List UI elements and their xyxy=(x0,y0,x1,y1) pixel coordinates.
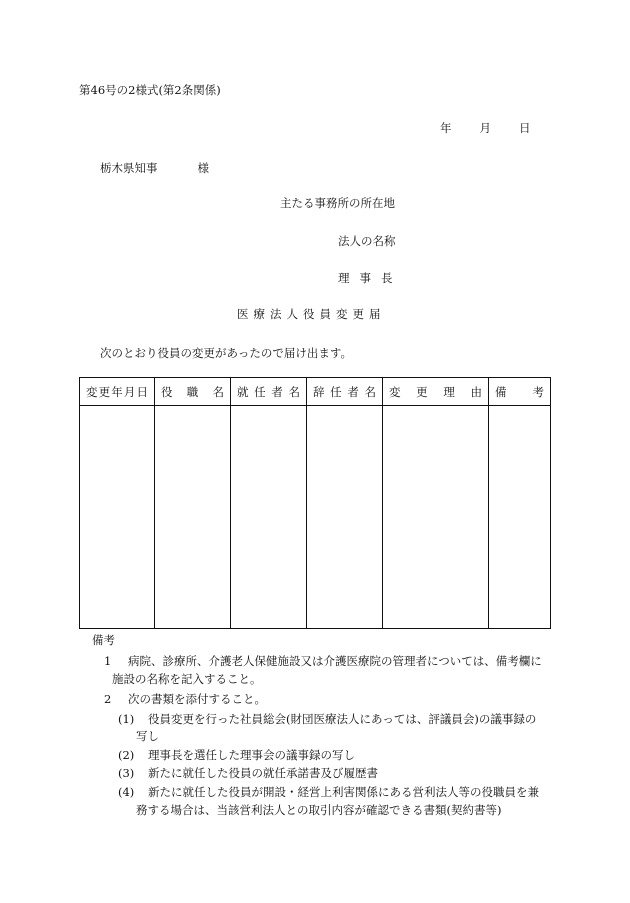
applicant-address-label: 主たる事務所の所在地 xyxy=(280,196,395,210)
date-line xyxy=(440,120,531,136)
addressee xyxy=(100,160,209,176)
notes-heading: 備考 xyxy=(92,633,115,647)
header-char: 更 xyxy=(98,384,111,399)
header-position xyxy=(155,378,231,406)
sub-number: (4) xyxy=(118,785,135,799)
header-char: 理 xyxy=(443,384,455,399)
header-resignee xyxy=(307,378,383,406)
sub-text: 役員変更を行った社員総会(財団医療法人にあっては、評議員会)の議事録の xyxy=(148,712,537,726)
note-text: 病院、診療所、介護老人保健施設又は介護医療院の管理者については、備考欄に xyxy=(128,654,542,668)
header-char: 任 xyxy=(254,384,266,399)
cell-position[interactable] xyxy=(155,406,231,629)
header-char: 名 xyxy=(212,384,224,399)
note-item-1 xyxy=(104,653,542,669)
header-char: 考 xyxy=(532,384,544,399)
header-char: 日 xyxy=(136,384,148,399)
applicant-chair-label: 理事長 xyxy=(338,271,403,285)
document-title: 医療法人役員変更届 xyxy=(237,307,386,321)
cell-appointee[interactable] xyxy=(231,406,307,629)
note-number: 2 xyxy=(104,692,112,706)
cell-remarks[interactable] xyxy=(489,406,551,629)
header-char: 月 xyxy=(123,384,136,399)
cell-reason[interactable] xyxy=(383,406,489,629)
sub-item-2 xyxy=(118,747,355,763)
header-char: 者 xyxy=(347,384,359,399)
sub-item-1-continued: 写し xyxy=(136,729,159,743)
note-item-1-continued: 施設の名称を記入すること。 xyxy=(112,672,262,686)
change-table xyxy=(79,377,551,629)
header-char: 役 xyxy=(161,384,173,399)
header-char: 職 xyxy=(186,384,199,399)
sub-item-3 xyxy=(118,765,378,781)
sub-number: (2) xyxy=(118,748,135,762)
table-row xyxy=(80,406,551,629)
header-remarks xyxy=(489,378,551,406)
sub-text: 新たに就任した役員の就任承諾書及び履歴書 xyxy=(148,766,378,780)
header-char: 年 xyxy=(111,384,123,399)
form-number: 第46号の2様式(第2条関係) xyxy=(79,83,221,97)
addressee-name: 栃木県知事 xyxy=(100,161,158,175)
sub-number: (3) xyxy=(118,766,135,780)
note-text: 次の書類を添付すること。 xyxy=(128,692,266,706)
header-char: 由 xyxy=(470,384,482,399)
date-month: 月 xyxy=(479,121,491,135)
header-change-date xyxy=(80,378,155,406)
sub-item-4-continued: 務する場合は、当該営利法人との取引内容が確認できる書類(契約書等) xyxy=(136,803,502,817)
header-char: 任 xyxy=(330,384,342,399)
addressee-honorific: 様 xyxy=(197,161,209,175)
sub-text: 理事長を選任した理事会の議事録の写し xyxy=(148,748,355,762)
header-char: 就 xyxy=(237,384,249,399)
header-reason xyxy=(383,378,489,406)
header-char: 備 xyxy=(495,384,507,399)
header-char: 変 xyxy=(86,384,98,399)
header-char: 名 xyxy=(364,384,376,399)
header-char: 変 xyxy=(389,384,401,399)
cell-resignee[interactable] xyxy=(307,406,383,629)
header-char: 名 xyxy=(288,384,300,399)
header-appointee xyxy=(231,378,307,406)
applicant-name-label: 法人の名称 xyxy=(338,234,396,248)
intro-text: 次のとおり役員の変更があったので届け出ます。 xyxy=(100,346,352,360)
date-day: 日 xyxy=(519,121,531,135)
note-number: 1 xyxy=(104,654,112,668)
cell-change-date[interactable] xyxy=(80,406,155,629)
date-year: 年 xyxy=(440,121,452,135)
sub-number: (1) xyxy=(118,712,135,726)
header-char: 者 xyxy=(271,384,283,399)
table-header-row xyxy=(80,378,551,406)
sub-item-1 xyxy=(118,711,536,727)
header-char: 更 xyxy=(416,384,428,399)
sub-item-4 xyxy=(118,784,539,800)
note-item-2 xyxy=(104,691,266,707)
header-char: 辞 xyxy=(313,384,325,399)
sub-text: 新たに就任した役員が開設・経営上利害関係にある営利法人等の役職員を兼 xyxy=(148,785,539,799)
